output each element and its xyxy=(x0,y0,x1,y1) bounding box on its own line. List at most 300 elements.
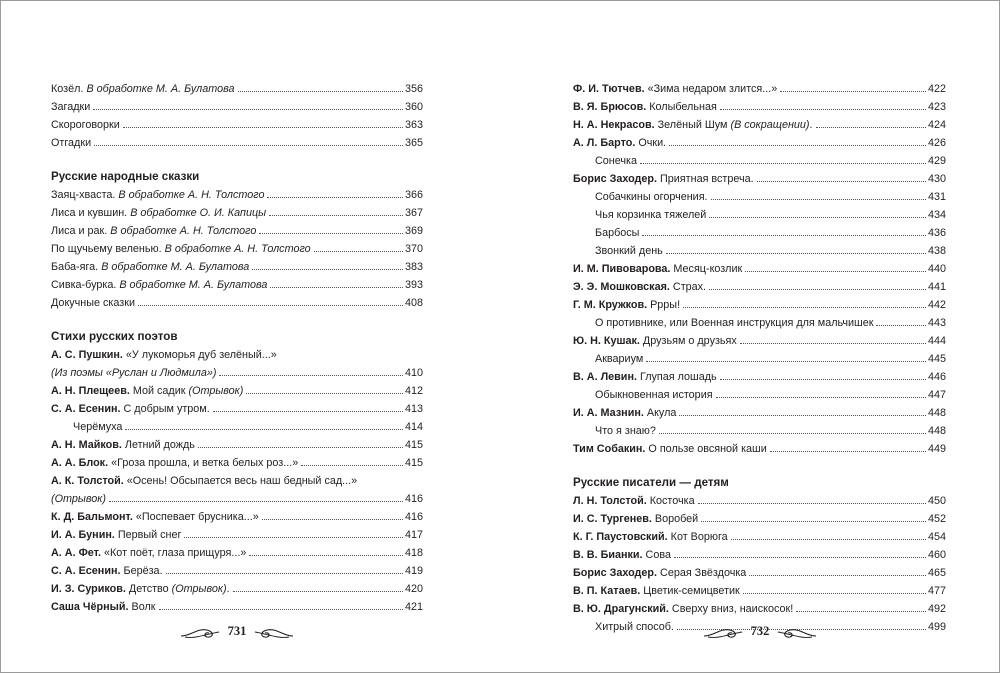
entry-title xyxy=(573,280,706,294)
spacer xyxy=(51,150,423,166)
toc-entry xyxy=(573,330,946,348)
entry-text: По щучьему веленью. xyxy=(51,243,165,255)
entry-title xyxy=(595,190,708,204)
entry-title xyxy=(51,242,311,256)
entry-author: И. А. Бунин. xyxy=(51,529,115,541)
entry-author: А. С. Пушкин. xyxy=(51,349,123,361)
entry-text: Первый снег xyxy=(114,529,182,541)
entry-text: Сверху вниз, наискосок! xyxy=(668,603,794,615)
dot-leader xyxy=(716,397,926,398)
entry-italic-note: (В сокращении) xyxy=(730,119,810,131)
dot-leader xyxy=(259,233,403,234)
entry-page-number: 363 xyxy=(404,119,423,131)
entry-text: Цветик-семицветик xyxy=(640,585,740,597)
entry-author: Тим Собакин. xyxy=(573,443,646,455)
dot-leader xyxy=(701,521,926,522)
entry-author: А. Н. Плещеев. xyxy=(51,385,130,397)
entry-title xyxy=(51,474,357,488)
entry-text: Загадки xyxy=(51,101,91,113)
toc-entry xyxy=(51,416,423,434)
entry-page-number: 440 xyxy=(927,263,946,275)
entry-title xyxy=(573,82,777,96)
page-number: 732 xyxy=(750,624,769,638)
toc-entry xyxy=(573,150,946,168)
entry-text: Ррры! xyxy=(647,299,681,311)
dot-leader xyxy=(659,433,926,434)
dot-leader xyxy=(314,251,403,252)
entry-text: Месяц-козлик xyxy=(670,263,743,275)
entry-author: И. С. Тургенев. xyxy=(573,513,652,525)
entry-text: Колыбельная xyxy=(646,101,717,113)
entry-italic-note: (Из поэмы «Руслан и Людмила») xyxy=(51,367,217,379)
entry-title xyxy=(51,402,210,416)
entry-author: Ф. И. Тютчев. xyxy=(573,83,645,95)
toc-entry xyxy=(573,508,946,526)
toc-entry xyxy=(573,96,946,114)
toc-entry xyxy=(573,276,946,294)
entry-page-number: 356 xyxy=(404,83,423,95)
entry-page-number: 441 xyxy=(927,281,946,293)
entry-page-number: 416 xyxy=(404,493,423,505)
toc-entry xyxy=(51,488,423,506)
entry-title xyxy=(573,136,666,150)
entry-page-number: 367 xyxy=(404,207,423,219)
section-heading: Русские писатели — детям xyxy=(573,476,729,489)
entry-text: Скороговорки xyxy=(51,119,120,131)
entry-title xyxy=(573,584,740,598)
dot-leader xyxy=(198,447,403,448)
section-heading: Стихи русских поэтов xyxy=(51,330,178,343)
entry-title xyxy=(51,82,235,96)
dot-leader xyxy=(270,287,403,288)
dot-leader xyxy=(731,539,926,540)
entry-text: Отгадки xyxy=(51,137,92,149)
entry-text: Собачкины огорчения. xyxy=(595,191,708,203)
entry-page-number: 366 xyxy=(404,189,423,201)
entry-author: А. А. Фет. xyxy=(51,547,102,559)
entry-page-number: 418 xyxy=(404,547,423,559)
toc-entry xyxy=(573,114,946,132)
entry-author: А. Л. Барто. xyxy=(573,137,636,149)
dot-leader xyxy=(123,127,403,128)
dot-leader xyxy=(669,145,926,146)
dot-leader xyxy=(262,519,403,520)
flourish-ornament-icon xyxy=(700,620,820,642)
toc-entry xyxy=(573,526,946,544)
entry-author: С. А. Есенин. xyxy=(51,403,121,415)
entry-page-number: 426 xyxy=(927,137,946,149)
entry-author: А. А. Блок. xyxy=(51,457,109,469)
dot-leader xyxy=(780,91,926,92)
entry-author: Ю. Н. Кушак. xyxy=(573,335,640,347)
entry-text: Акула xyxy=(643,407,677,419)
page-number-ornament-right xyxy=(573,620,946,642)
entry-page-number: 412 xyxy=(404,385,423,397)
entry-page-number: 423 xyxy=(927,101,946,113)
entry-title xyxy=(595,316,873,330)
entry-author: В. В. Бианки. xyxy=(573,549,643,561)
dot-leader xyxy=(184,537,403,538)
entry-page-number: 421 xyxy=(404,601,423,613)
entry-title xyxy=(595,388,713,402)
entry-page-number: 415 xyxy=(404,439,423,451)
entry-title xyxy=(573,602,793,616)
toc-entry xyxy=(51,274,423,292)
dot-leader xyxy=(249,555,403,556)
entry-title xyxy=(573,512,698,526)
section-heading: Русские народные сказки xyxy=(51,170,200,183)
toc-entry xyxy=(573,366,946,384)
entry-text: Баба-яга. xyxy=(51,261,102,273)
dot-leader xyxy=(743,593,926,594)
entry-author: В. Ю. Драгунский. xyxy=(573,603,669,615)
entry-title xyxy=(595,352,643,366)
entry-italic-note: В обработке М. А. Булатова xyxy=(86,83,235,95)
dot-leader xyxy=(796,611,926,612)
entry-text: Волк xyxy=(128,601,156,613)
entry-title xyxy=(51,600,156,614)
entry-page-number: 450 xyxy=(927,495,946,507)
entry-author: Г. М. Кружков. xyxy=(573,299,648,311)
dot-leader xyxy=(698,503,926,504)
toc-entry xyxy=(573,490,946,508)
dot-leader xyxy=(749,575,926,576)
entry-title xyxy=(51,366,216,380)
entry-page-number: 443 xyxy=(927,317,946,329)
toc-entry xyxy=(573,294,946,312)
entry-page-number: 429 xyxy=(927,155,946,167)
dot-leader xyxy=(246,393,403,394)
entry-title xyxy=(51,528,181,542)
entry-text: О пользе овсяной каши xyxy=(645,443,767,455)
dot-leader xyxy=(267,197,403,198)
toc-entry xyxy=(573,258,946,276)
entry-author: И. А. Мазнин. xyxy=(573,407,644,419)
entry-title xyxy=(573,406,676,420)
toc-entry xyxy=(51,362,423,380)
entry-title xyxy=(73,420,122,434)
entry-title xyxy=(51,100,90,114)
entry-author: А. Н. Майков. xyxy=(51,439,122,451)
entry-title xyxy=(573,118,813,132)
entry-title xyxy=(595,208,706,222)
entry-page-number: 454 xyxy=(927,531,946,543)
toc-entry xyxy=(51,560,423,578)
dot-leader xyxy=(816,127,926,128)
entry-italic-note: В обработке М. А. Булатова xyxy=(119,279,268,291)
entry-text: Приятная встреча. xyxy=(657,173,754,185)
toc-entry xyxy=(51,220,423,238)
toc-entry xyxy=(573,222,946,240)
entry-title xyxy=(51,582,230,596)
entry-text: Барбосы xyxy=(595,227,640,239)
entry-author: Л. Н. Толстой. xyxy=(573,495,647,507)
entry-page-number: 420 xyxy=(404,583,423,595)
dot-leader xyxy=(94,145,403,146)
entry-page-number: 370 xyxy=(404,243,423,255)
dot-leader xyxy=(757,181,926,182)
dot-leader xyxy=(125,429,403,430)
entry-page-number: 438 xyxy=(927,245,946,257)
toc-entry xyxy=(51,380,423,398)
entry-title xyxy=(51,260,249,274)
entry-page-number: 499 xyxy=(927,621,946,633)
entry-author: В. Я. Брюсов. xyxy=(573,101,647,113)
entry-text: Звонкий день xyxy=(595,245,663,257)
entry-title xyxy=(573,298,680,312)
entry-text: Козёл. xyxy=(51,83,87,95)
entry-page-number: 419 xyxy=(404,565,423,577)
entry-title xyxy=(573,370,717,384)
entry-text: Лиса и рак. xyxy=(51,225,111,237)
entry-author: И. М. Пивоварова. xyxy=(573,263,671,275)
entry-page-number: 448 xyxy=(927,425,946,437)
entry-author: В. А. Левин. xyxy=(573,371,637,383)
dot-leader xyxy=(93,109,403,110)
entry-author: К. Г. Паустовский. xyxy=(573,531,668,543)
entry-title xyxy=(573,530,728,544)
entry-author: К. Д. Бальмонт. xyxy=(51,511,133,523)
entry-text: Воробей xyxy=(651,513,699,525)
dot-leader xyxy=(709,289,926,290)
entry-author: В. П. Катаев. xyxy=(573,585,641,597)
entry-text: Что я знаю? xyxy=(595,425,656,437)
entry-page-number: 445 xyxy=(927,353,946,365)
dot-leader xyxy=(642,235,926,236)
entry-text: Очки. xyxy=(635,137,667,149)
entry-author: Борис Заходер. xyxy=(573,567,658,579)
entry-text: Друзьям о друзьях xyxy=(639,335,737,347)
spacer xyxy=(51,310,423,326)
entry-page-number: 422 xyxy=(927,83,946,95)
toc-entry xyxy=(573,562,946,580)
entry-page-number: 447 xyxy=(927,389,946,401)
toc-entry xyxy=(573,544,946,562)
entry-title xyxy=(573,172,754,186)
entry-title xyxy=(51,348,277,362)
entry-page-number: 477 xyxy=(927,585,946,597)
entry-text: Сивка-бурка. xyxy=(51,279,120,291)
entry-title xyxy=(51,546,246,560)
entry-text: Сонечка xyxy=(595,155,638,167)
dot-leader xyxy=(301,465,403,466)
entry-title xyxy=(573,100,717,114)
toc-entry xyxy=(573,438,946,456)
entry-page-number: 436 xyxy=(927,227,946,239)
toc-entry xyxy=(51,202,423,220)
entry-page-number: 431 xyxy=(927,191,946,203)
entry-page-number: 434 xyxy=(927,209,946,221)
toc-entry xyxy=(51,132,423,150)
entry-page-number: 449 xyxy=(927,443,946,455)
dot-leader xyxy=(679,415,926,416)
dot-leader xyxy=(876,325,926,326)
entry-text: Аквариум xyxy=(595,353,644,365)
toc-entry xyxy=(573,132,946,150)
entry-page-number: 413 xyxy=(404,403,423,415)
toc-entry xyxy=(51,78,423,96)
entry-title xyxy=(573,494,695,508)
entry-title xyxy=(573,262,742,276)
entry-page-number: 448 xyxy=(927,407,946,419)
entry-title xyxy=(51,206,266,220)
entry-page-number: 415 xyxy=(404,457,423,469)
dot-leader xyxy=(720,379,926,380)
entry-title xyxy=(51,224,256,238)
toc-entry xyxy=(51,434,423,452)
entry-page-number: 408 xyxy=(404,297,423,309)
toc-entry xyxy=(51,238,423,256)
entry-italic-note: В обработке М. А. Булатова xyxy=(101,261,250,273)
dot-leader xyxy=(646,361,926,362)
dot-leader xyxy=(138,305,403,306)
dot-leader xyxy=(269,215,403,216)
toc-entry xyxy=(573,204,946,222)
entry-page-number: 460 xyxy=(927,549,946,561)
dot-leader xyxy=(252,269,403,270)
entry-title xyxy=(51,438,195,452)
entry-italic-note: В обработке А. Н. Толстого xyxy=(110,225,257,237)
entry-text: «Осень! Обсыпается весь наш бедный сад...» xyxy=(123,475,358,487)
entry-italic-note: (Отрывок) xyxy=(188,385,244,397)
toc-entry xyxy=(573,240,946,258)
entry-text: Сова xyxy=(642,549,671,561)
entry-text: Косточка xyxy=(646,495,695,507)
entry-italic-note: (Отрывок) xyxy=(51,493,106,505)
dot-leader xyxy=(683,307,926,308)
toc-entry xyxy=(51,506,423,524)
spacer xyxy=(573,456,946,472)
entry-text: Берёза. xyxy=(120,565,163,577)
entry-title xyxy=(51,456,298,470)
entry-page-number: 444 xyxy=(927,335,946,347)
left-page xyxy=(51,1,423,672)
entry-text: Лиса и кувшин. xyxy=(51,207,131,219)
entry-page-number: 383 xyxy=(404,261,423,273)
entry-page-number: 414 xyxy=(404,421,423,433)
toc-list-left xyxy=(51,78,423,614)
toc-entry xyxy=(573,168,946,186)
toc-entry xyxy=(51,184,423,202)
entry-title xyxy=(51,188,264,202)
dot-leader xyxy=(770,451,926,452)
entry-title xyxy=(595,244,663,258)
entry-title xyxy=(595,424,656,438)
entry-italic-note: В обработке А. Н. Толстого xyxy=(118,189,265,201)
entry-text: Докучные сказки xyxy=(51,297,135,309)
entry-text: Хитрый способ. xyxy=(595,621,674,633)
entry-italic-note: В обработке А. Н. Толстого xyxy=(164,243,311,255)
entry-italic-note: В обработке О. И. Капицы xyxy=(130,207,267,219)
page-number: 731 xyxy=(227,624,247,638)
entry-text: Кот Ворюга xyxy=(667,531,728,543)
dot-leader xyxy=(745,271,926,272)
toc-list-right xyxy=(573,78,946,634)
entry-page-number: 446 xyxy=(927,371,946,383)
entry-italic-note: (Отрывок) xyxy=(171,583,227,595)
entry-title xyxy=(51,510,259,524)
entry-text: Черёмуха xyxy=(73,421,123,433)
entry-page-number: 492 xyxy=(927,603,946,615)
entry-text: Страх. xyxy=(669,281,707,293)
entry-text: Детство xyxy=(125,583,172,595)
entry-text: Чья корзинка тяжелей xyxy=(595,209,707,221)
flourish-ornament-icon xyxy=(177,620,297,642)
entry-title xyxy=(51,278,267,292)
dot-leader xyxy=(219,375,403,376)
entry-text: О противнике, или Военная инструкция для мальчишек xyxy=(595,317,874,329)
dot-leader xyxy=(709,217,926,218)
entry-page-number: 452 xyxy=(927,513,946,525)
toc-entry xyxy=(51,114,423,132)
entry-text: Мой садик xyxy=(129,385,189,397)
page-number-ornament-left xyxy=(51,620,423,642)
dot-leader xyxy=(233,591,403,592)
toc-entry xyxy=(51,96,423,114)
entry-text: «Кот поёт, глаза прищуря...» xyxy=(101,547,247,559)
entry-author: Борис Заходер. xyxy=(573,173,658,185)
right-page xyxy=(573,1,946,672)
entry-text: . xyxy=(226,583,230,595)
entry-title xyxy=(573,334,737,348)
entry-page-number: 410 xyxy=(404,367,423,379)
entry-page-number: 369 xyxy=(404,225,423,237)
toc-entry xyxy=(51,542,423,560)
entry-page-number: 465 xyxy=(927,567,946,579)
entry-page-number: 393 xyxy=(404,279,423,291)
dot-leader xyxy=(674,557,926,558)
entry-title xyxy=(573,442,767,456)
entry-text: «Гроза прошла, и ветка белых роз...» xyxy=(108,457,299,469)
entry-title xyxy=(51,492,106,506)
entry-author: Саша Чёрный. xyxy=(51,601,129,613)
entry-author: Н. А. Некрасов. xyxy=(573,119,655,131)
entry-page-number: 430 xyxy=(927,173,946,185)
entry-text: Глупая лошадь xyxy=(636,371,717,383)
entry-text: Обыкновенная история xyxy=(595,389,713,401)
entry-text: Летний дождь xyxy=(121,439,195,451)
entry-text: Заяц-хваста. xyxy=(51,189,119,201)
toc-entry xyxy=(51,524,423,542)
entry-page-number: 416 xyxy=(404,511,423,523)
toc-entry xyxy=(51,398,423,416)
dot-leader xyxy=(666,253,926,254)
dot-leader xyxy=(238,91,403,92)
entry-text: «У лукоморья дуб зелёный...» xyxy=(122,349,277,361)
toc-entry xyxy=(573,402,946,420)
entry-text: «Поспевает брусника...» xyxy=(132,511,259,523)
toc-entry-first-line xyxy=(51,344,423,362)
toc-entry xyxy=(573,420,946,438)
toc-entry xyxy=(573,384,946,402)
entry-page-number: 442 xyxy=(927,299,946,311)
entry-title xyxy=(595,226,639,240)
entry-text: «Зима недаром злится...» xyxy=(644,83,778,95)
entry-author: А. К. Толстой. xyxy=(51,475,124,487)
entry-author: С. А. Есенин. xyxy=(51,565,121,577)
entry-page-number: 417 xyxy=(404,529,423,541)
entry-page-number: 360 xyxy=(404,101,423,113)
entry-page-number: 424 xyxy=(927,119,946,131)
entry-page-number: 365 xyxy=(404,137,423,149)
entry-title xyxy=(51,384,243,398)
dot-leader xyxy=(711,199,926,200)
entry-title xyxy=(595,154,637,168)
toc-entry xyxy=(573,348,946,366)
entry-title xyxy=(51,296,135,310)
dot-leader xyxy=(720,109,926,110)
toc-entry xyxy=(51,452,423,470)
